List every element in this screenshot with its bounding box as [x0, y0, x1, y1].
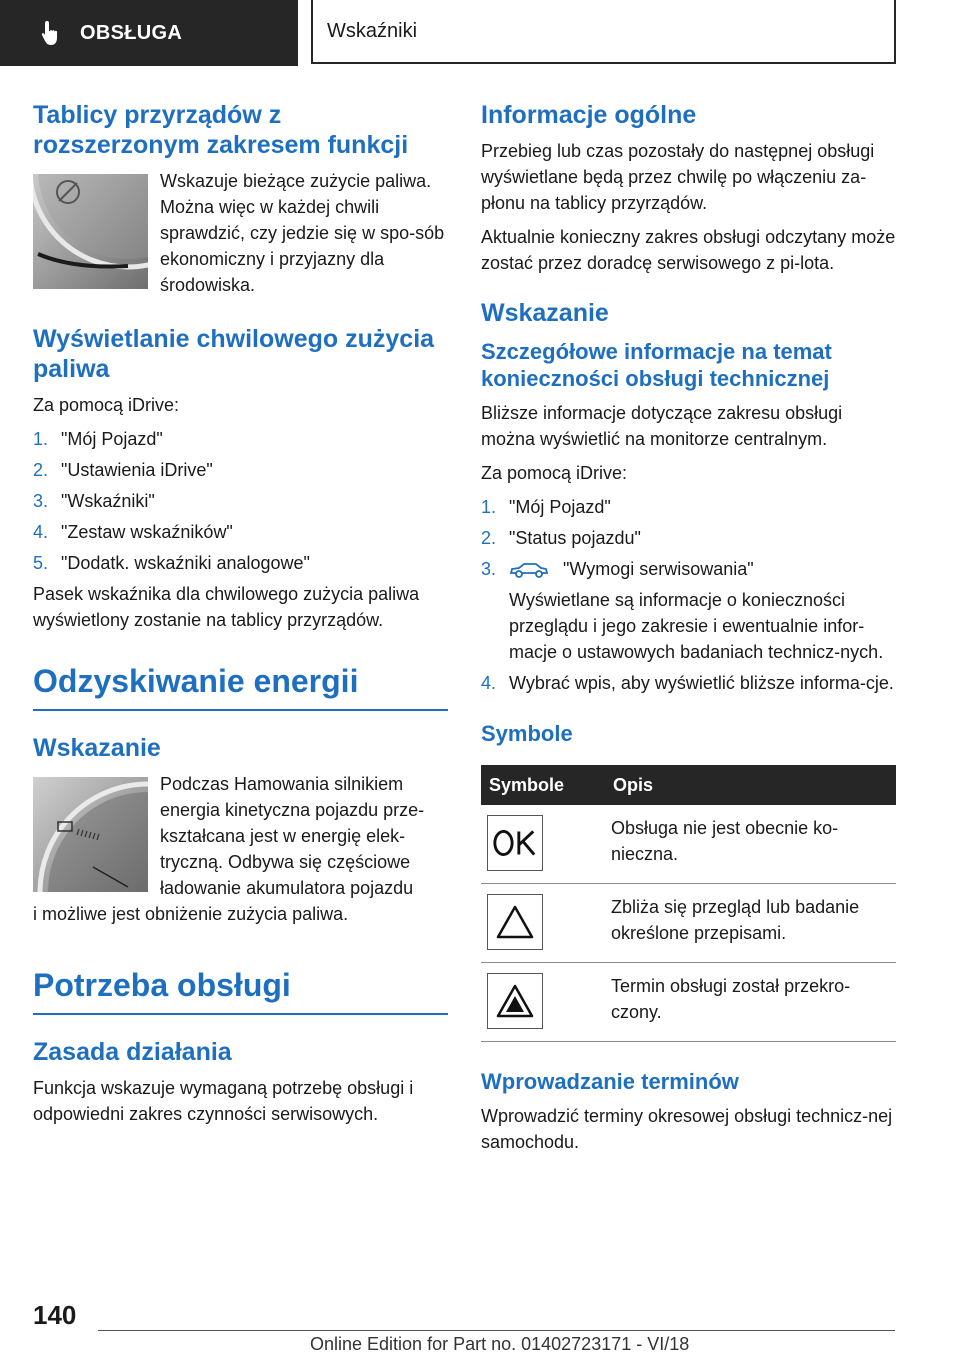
right-column	[481, 100, 896, 1163]
list-item: 4. Wybrać wpis, aby wyświetlić bliższe informa-cje.	[481, 673, 894, 693]
fuel-steps-list	[33, 426, 448, 576]
footer-divider	[98, 1330, 895, 1331]
instrument-text: Wskazuje bieżące zużycie paliwa. Można więc w każdej chwili sprawdzić, czy jedzie się w spo-sób ekonomiczny i przyjazny dla środowiska.	[160, 171, 445, 295]
heading-general-info: Informacje ogólne	[481, 101, 697, 129]
heading-service-display: Wskazanie	[481, 299, 609, 327]
ok-icon	[487, 815, 543, 871]
symbols-table	[481, 765, 896, 1042]
energy-text-continued: i możliwe jest obniżenie zużycia paliwa.	[33, 904, 349, 924]
energy-text: Podczas Hamowania silnikiem energia kinetyczna pojazdu prze-kształcana jest w energię elek-tryczną. Odbywa się częściowe ładowanie akumulatora pojazdu	[160, 774, 425, 898]
efficient-dynamics-gauge-image	[33, 777, 148, 892]
heading-fuel-display: Wyświetlanie chwilowego zużycia paliwa	[33, 325, 435, 383]
heading-energy-display: Wskazanie	[33, 734, 161, 762]
footer-edition: Online Edition for Part no. 01402723171 - VI/18	[310, 1334, 690, 1354]
principle-text: Funkcja wskazuje wymaganą potrzebę obsługi i odpowiedni zakres czynności serwisowych.	[33, 1078, 414, 1124]
chapter-header	[311, 0, 896, 64]
list-item: 2. "Ustawienia iDrive"	[33, 460, 213, 480]
heading-enter-dates: Wprowadzanie terminów	[481, 1069, 739, 1094]
service-steps-list-cont	[481, 670, 896, 696]
warning-triangle-filled-icon	[487, 973, 543, 1029]
chapter-label: Wskaźniki	[327, 19, 418, 42]
table-header-symbols: Symbole	[481, 765, 605, 805]
list-item: 5. "Dodatk. wskaźniki analogowe"	[33, 553, 310, 573]
gauge-image	[33, 174, 148, 289]
detailed-info-text: Bliższe informacje dotyczące zakresu obsługi można wyświetlić na monitorze centralnym.	[481, 403, 843, 449]
table-row	[481, 963, 896, 1042]
list-item: 4. "Zestaw wskaźników"	[33, 522, 233, 542]
step3-description: Wyświetlane są informacje o konieczności przeglądu i jego zakresie i ewentualnie infor-macje o ustawowych badaniach technicz-nych.	[509, 590, 884, 662]
car-service-icon	[509, 560, 549, 578]
left-column	[33, 100, 448, 1135]
enter-dates-text: Wprowadzić terminy okresowej obsługi technicz-nej samochodu.	[481, 1106, 893, 1152]
general-info-text-2: Aktualnie konieczny zakres obsługi odczytany może zostać przez doradcę serwisowego z pi-lota.	[481, 227, 896, 273]
heading-service-need: Potrzeba obsługi	[33, 965, 448, 1015]
page-number: 140	[33, 1300, 77, 1330]
table-cell-description: Obsługa nie jest obecnie ko-nieczna.	[605, 805, 896, 884]
table-cell-description: Zbliża się przegląd lub badanie określone przepisami.	[605, 884, 896, 963]
section-label: OBSŁUGA	[80, 21, 183, 44]
table-row	[481, 884, 896, 963]
list-item: 3. "Wskaźniki"	[33, 491, 155, 511]
heading-instrument-cluster: Tablicy przyrządów z rozszerzonym zakresem funkcji	[33, 101, 409, 159]
warning-triangle-icon	[487, 894, 543, 950]
instrument-figure-row	[33, 168, 448, 298]
heading-principle: Zasada działania	[33, 1038, 232, 1066]
service-steps-list	[481, 494, 896, 582]
section-tab	[0, 0, 298, 66]
list-item: 2. "Status pojazdu"	[481, 528, 641, 548]
general-info-text-1: Przebieg lub czas pozostały do następnej obsługi wyświetlane będą przez chwilę po włączeniu za-płonu na tablicy przyrządów.	[481, 141, 875, 213]
hand-pointer-icon	[36, 18, 66, 48]
table-row	[481, 805, 896, 884]
table-header-description: Opis	[605, 765, 896, 805]
list-item: 3. "Wymogi serwisowania"	[481, 559, 754, 579]
heading-detailed-service-info: Szczegółowe informacje na temat konieczności obsługi technicznej	[481, 339, 832, 391]
idrive-intro: Za pomocą iDrive:	[33, 395, 180, 415]
heading-symbols: Symbole	[481, 721, 573, 746]
list-item: 1. "Mój Pojazd"	[33, 429, 163, 449]
energy-figure-row	[33, 771, 448, 901]
heading-energy-recovery: Odzyskiwanie energii	[33, 661, 448, 711]
list-item: 1. "Mój Pojazd"	[481, 497, 611, 517]
idrive-intro-right: Za pomocą iDrive:	[481, 463, 628, 483]
table-cell-description: Termin obsługi został przekro-czony.	[605, 963, 896, 1042]
fuel-after-text: Pasek wskaźnika dla chwilowego zużycia paliwa wyświetlony zostanie na tablicy przyrządów.	[33, 584, 420, 630]
